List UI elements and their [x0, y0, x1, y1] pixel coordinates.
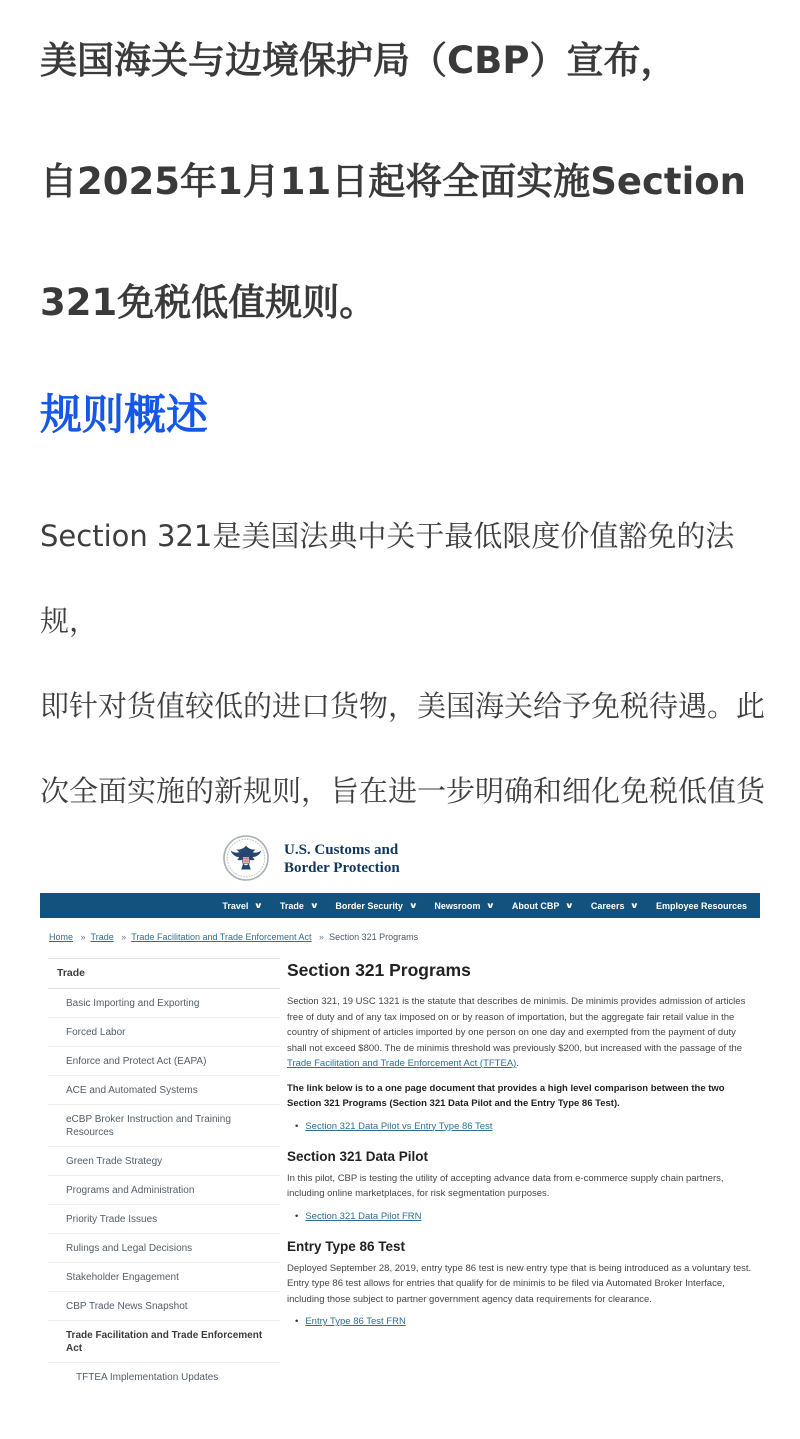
tftea-link[interactable]: Trade Facilitation and Trade Enforcement Act (TFTEA) [287, 1058, 517, 1069]
article-body-line: Section 321是美国法典中关于最低限度价值豁免的法规， [40, 519, 735, 638]
entry-type-86-paragraph: Deployed September 28, 2019, entry type 86 test is new entry type that is being introduced as a voluntary test. Entry type 86 test allows for entries that qualify for de minimis to be filed via Automated Broker Interface, including those subject to partner government agency data requirements for clearance. [287, 1262, 752, 1305]
sidebar-item-label: TFTEA Implementation Updates [76, 1371, 219, 1383]
breadcrumb-separator: » [121, 932, 127, 942]
breadcrumb [49, 932, 418, 942]
nav-item-label: Trade [279, 900, 304, 911]
cbp-website-screenshot [40, 820, 760, 1383]
breadcrumb-separator: » [319, 932, 325, 942]
sidebar-item[interactable] [48, 1292, 280, 1321]
sidebar-item[interactable] [48, 1205, 280, 1234]
list-item [295, 1316, 757, 1327]
sidebar-item-label: Basic Importing and Exporting [66, 997, 200, 1009]
data-pilot-frn-link[interactable]: Section 321 Data Pilot FRN [305, 1210, 422, 1222]
cbp-seal-icon [223, 835, 269, 881]
chevron-down-icon: ∨ [630, 901, 640, 910]
sidebar-item-label: Green Trade Strategy [66, 1155, 163, 1167]
sidebar-item[interactable] [48, 1018, 280, 1047]
article-body-line: 即针对货值较低的进口货物，美国海关给予免税待遇。此 [40, 689, 766, 723]
sidebar-item[interactable] [48, 1147, 280, 1176]
page-title: Section 321 Programs [287, 960, 471, 980]
sidebar-item-label: CBP Trade News Snapshot [66, 1300, 188, 1312]
article-title-line: 美国海关与边境保护局（CBP）宣布， [40, 39, 678, 82]
sidebar-item-label: Rulings and Legal Decisions [66, 1242, 193, 1254]
nav-item-label: Newsroom [434, 900, 481, 911]
chevron-down-icon: ∨ [408, 901, 418, 910]
article-title-line: 321免税低值规则。 [40, 281, 377, 324]
breadcrumb-separator: » [80, 932, 86, 942]
nav-item[interactable] [647, 893, 756, 918]
sidebar-item[interactable] [48, 1234, 280, 1263]
data-pilot-link-list [287, 1211, 757, 1222]
breadcrumb-group [116, 932, 311, 942]
article-title-line: 自2025年1月11日起将全面实施Section [40, 160, 747, 203]
breadcrumb-item[interactable]: Trade [90, 932, 114, 942]
nav-item[interactable] [582, 893, 647, 918]
section-heading: 规则概述 [40, 390, 209, 439]
sidebar-item-label: Programs and Administration [66, 1184, 195, 1196]
sidebar-item[interactable] [48, 989, 280, 1018]
section-heading-data-pilot: Section 321 Data Pilot [287, 1148, 429, 1164]
comparison-link-list [287, 1121, 757, 1132]
cbp-logo-line1: U.S. Customs and [284, 842, 399, 858]
sidebar-item-label: eCBP Broker Instruction and Training Resources [66, 1113, 231, 1138]
sidebar-item-list [48, 989, 280, 1391]
nav-item-label: Travel [222, 900, 249, 911]
sidebar-item[interactable] [48, 1176, 280, 1205]
nav-item[interactable] [326, 893, 425, 918]
seal-shield [243, 855, 250, 866]
sidebar-item-label: Trade Facilitation and Trade Enforcement Act [66, 1329, 263, 1354]
article-title [40, 0, 770, 363]
breadcrumb-item[interactable]: Section 321 Programs [329, 932, 419, 942]
sidebar-trade-menu [48, 958, 280, 1391]
article-body-line: 次全面实施的新规则，旨在进一步明确和细化免税低值货 [40, 774, 766, 808]
nav-item[interactable] [503, 893, 582, 918]
sidebar-item[interactable] [48, 1263, 280, 1292]
cbp-navbar [40, 893, 760, 918]
sidebar-item-label: Enforce and Protect Act (EAPA) [66, 1055, 207, 1067]
data-pilot-paragraph: In this pilot, CBP is testing the utility of accepting advance data from e-commerce supply chain partners, including online marketplaces, for risk segmentation purposes. [287, 1172, 724, 1199]
chevron-down-icon: ∨ [565, 901, 575, 910]
data-pilot-vs-type86-link[interactable]: Section 321 Data Pilot vs Entry Type 86 Test [305, 1120, 493, 1132]
nav-item[interactable] [213, 893, 271, 918]
sidebar-item[interactable] [48, 1363, 280, 1391]
sidebar-item[interactable] [48, 1047, 280, 1076]
list-item [295, 1121, 757, 1132]
sidebar-item-label: Forced Labor [66, 1026, 126, 1038]
sidebar-item-label: Stakeholder Engagement [66, 1271, 179, 1283]
list-item [295, 1211, 757, 1222]
entry-type-86-frn-link[interactable]: Entry Type 86 Test FRN [305, 1316, 406, 1327]
cbp-logo-line2: Border Protection [284, 860, 400, 876]
sidebar-item-label: Priority Trade Issues [66, 1213, 158, 1225]
breadcrumb-group [76, 932, 114, 942]
nav-item-label: Employee Resources [655, 900, 747, 911]
sidebar-item-label: ACE and Automated Systems [66, 1084, 198, 1096]
nav-item[interactable] [425, 893, 503, 918]
entry-type-86-link-list [287, 1316, 757, 1327]
sidebar-header-trade[interactable]: Trade [48, 959, 280, 989]
intro-paragraph [287, 994, 757, 1072]
nav-item[interactable] [271, 893, 327, 918]
comparison-note: The link below is to a one page document that provides a high level comparison between the two Section 321 Programs (Section 321 Data Pilot and the Entry Type 86 Test). [287, 1082, 725, 1109]
breadcrumb-group [49, 932, 73, 942]
intro-text-end: . [516, 1058, 519, 1069]
chevron-down-icon: ∨ [486, 901, 496, 910]
nav-item-label: Border Security [335, 900, 403, 911]
intro-text: Section 321, 19 USC 1321 is the statute that describes de minimis. De minimis provides admission of articles free of duty and of any tax imposed on or by reason of importation, but the aggregate fair retail value in the country of shipment of articles imported by one person on one day and exempted from the payment of duty shall not exceed $800. The de minimis threshold was previously $200, but increased with the passage of the [287, 996, 746, 1054]
chevron-down-icon: ∨ [309, 901, 319, 910]
breadcrumb-item[interactable]: Trade Facilitation and Trade Enforcement Act [131, 932, 312, 942]
cbp-logo-text [284, 841, 400, 877]
breadcrumb-group [314, 932, 418, 942]
section-heading-entry-type-86: Entry Type 86 Test [287, 1238, 406, 1254]
sidebar-item[interactable] [48, 1321, 280, 1363]
nav-item-label: About CBP [511, 900, 560, 911]
breadcrumb-item[interactable]: Home [49, 932, 74, 942]
sidebar-item[interactable] [48, 1105, 280, 1147]
main-content [287, 952, 757, 1333]
sidebar-item[interactable] [48, 1076, 280, 1105]
nav-item-label: Careers [590, 900, 625, 911]
chevron-down-icon: ∨ [254, 901, 264, 910]
